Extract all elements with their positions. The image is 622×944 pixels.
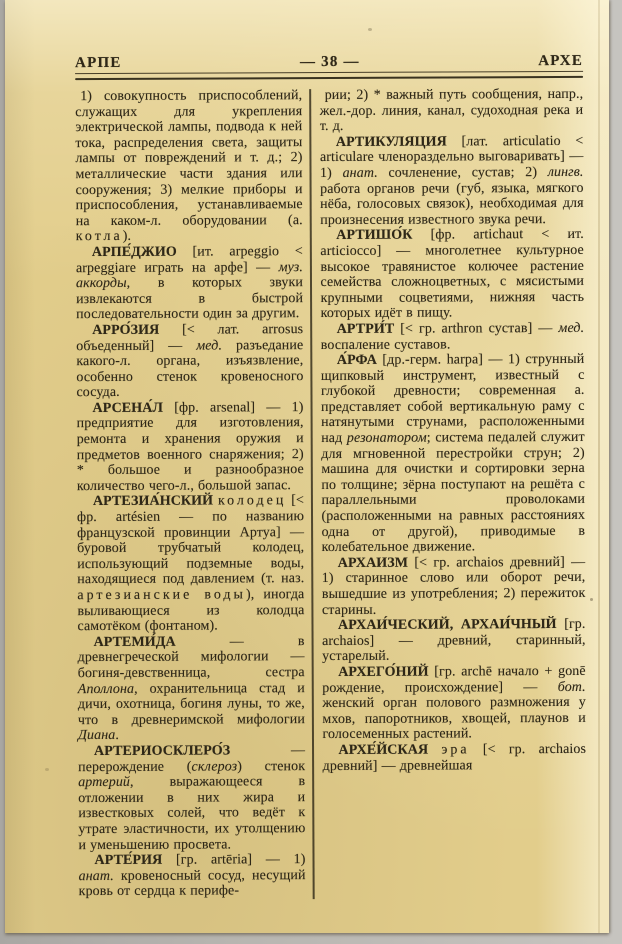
text-segment: женский орган полового размножения у мхов, папоротников, хвощей, плаунов и голосеменных растений. (322, 695, 586, 743)
text-segment: ). (122, 229, 132, 245)
text-segment: [др.-герм. harpa] — 1) струнный щипковый инструмент, известный с глубокой древности; современная а. представляет собой вертикальную раму с натянутыми струнами, расположенными над (320, 351, 585, 447)
text-segment: [< лат. arrosus объеденный] — (76, 322, 304, 354)
entry-arkheyskaya-era (323, 742, 587, 774)
text-segment: мед. (558, 320, 585, 336)
running-head-right: АРХЕ (538, 52, 584, 70)
entry-arroziya (76, 322, 303, 401)
noise-speck (45, 768, 49, 771)
headword: АРХЕГО́НИЙ (338, 664, 429, 680)
headword: АРХЕ́ЙСКАЯ (338, 742, 429, 758)
text-segment: [< гр. arthron сустав] — (394, 320, 559, 337)
entry-arteriya (78, 852, 305, 900)
text-segment: резонатором (346, 430, 427, 446)
text-segment: [гр. archē начало + gonē рождение, происхождение] — (322, 663, 586, 696)
entry-artikulyatsiya (320, 134, 584, 229)
entry-arkhegoniy (322, 664, 586, 743)
text-segment: [ит. arpeggio < arpeggiare играть на арфе] — (75, 244, 303, 276)
column-divider-rule (309, 89, 314, 899)
headword: А́РФА (336, 352, 377, 369)
page-content (75, 53, 587, 900)
entry-arfa (321, 352, 585, 556)
text-segment: [< фр. artésien — по названию французской провинции Артуа] — буровой трубчатый колодец, использующий подземные воды, находящиеся под давлением (т. наз. (76, 493, 305, 588)
headword: АРТЕМИ́ДА (93, 634, 176, 650)
text-segment: котла (75, 229, 123, 245)
entry-artezianskiy-kolodets (77, 494, 305, 635)
text-segment: ), иногда выливающиеся из колодца самотёком (фонтаном). (77, 587, 305, 635)
headword: АРПЕ́ДЖИО (91, 244, 177, 260)
text-segment: лингв. (547, 164, 584, 181)
entry-arkhaizm (322, 555, 586, 619)
text-segment: , в которых звуки извлекаются в быстрой последовательности один за другим. (76, 275, 304, 323)
text-segment: [фр. artichaut < ит. articiocco] — многолетнее культурное высокое травянистое колючее растение семейства сложноцветных, с мясистыми крупными соцветиями, нижняя часть которых идёт в пищу. (320, 227, 585, 322)
headword: АРТИКУЛЯЦИЯ (335, 134, 447, 150)
noise-speck (133, 817, 135, 819)
text-segment: кровеносный сосуд, несущий кровь от сердца к перифе- (78, 867, 306, 900)
text-segment: , охранительница стад и дичи, охотница, богиня луны, то же, что в древнеримской мифологии (77, 680, 305, 728)
text-segment: артезианские воды (77, 587, 246, 604)
headword: АРТЕ́РИЯ (94, 852, 163, 869)
text-segment: . (115, 728, 119, 744)
text-segment: , выражающееся в отложении в них жира и известковых солей, что ведёт к утрате эластичности, их утолщению и уменьшению просвета. (78, 774, 306, 853)
text-segment: воспаление суставов. (320, 336, 451, 353)
left-column (75, 88, 306, 900)
text-segment: — перерождение ( (78, 743, 306, 775)
entry-arpedzhio (76, 244, 303, 323)
paper-crease (598, 0, 600, 933)
header-rule-thick (75, 76, 583, 80)
text-segment: 1) совокупность приспособлений, служащих для укрепления электрической лампы, подвода к ней тока, распределения света, защиты лампы от повреждений и т. д.; 2) металлические части здания или сооружения; 3) мелкие приборы и приспособления, устанавливаемые на каком-л. оборудовании (а. (75, 88, 303, 229)
text-segment: Диана (77, 728, 116, 744)
text-segment: разъедание какого-л. органа, изъязвление, особенно стенок кровеносного сосуда. (76, 337, 304, 401)
text-segment: ; система педалей служит для мгновенной перестройки струн; 2) машина для очистки и сортировки зерна по толщине; зёрна поступают на решёта с параллельными проволоками (расположенными на равных расстояниях одна от другой), приводимые в колебательное движение. (321, 429, 586, 556)
entry-artemida (78, 634, 305, 744)
text-segment: [гр. artēria] — 1) (162, 852, 306, 868)
headword: АРХАИ́ЧЕСКИЙ, АРХАИ́ЧНЫЙ (337, 617, 557, 634)
text-segment: [< гр. archaios древний] — 1) старинное слово или оборот речи, вышедшие из употребления; 2) пережиток старины. (321, 554, 586, 618)
text-segment: анат. (342, 165, 378, 181)
paper-sheet (5, 0, 609, 933)
text-segment: сочленение, сустав; 2) (377, 165, 548, 181)
running-head-left: АРПЕ (75, 54, 122, 72)
text-segment: мед. (196, 337, 223, 354)
text-segment: работа органов речи (губ, языка, мягкого нёба, голосовых связок), необходимая для произнесения известного звука речи. (320, 180, 584, 228)
text-segment: бот. (557, 679, 586, 695)
text-segment: — в древнегреческой мифологии — богиня-девственница, сестра (77, 633, 305, 682)
headword: АРТИШО́К (336, 227, 413, 244)
header-rule-thin (75, 71, 583, 74)
text-segment: [< гр. archaios древний] — древнейшая (322, 741, 587, 774)
text-segment: [гр. archaios] — древний, старинный, устарелый. (322, 617, 586, 665)
text-segment: Аполлона (77, 681, 135, 697)
headword: АРТЕЗИА́НСКИЙ (92, 493, 214, 510)
text-segment: ) стенок (237, 758, 306, 774)
entry-artishok (320, 227, 584, 322)
continuation-from-previous-page (75, 88, 303, 245)
text-columns (75, 87, 587, 900)
entry-artrit (321, 321, 585, 353)
headword: АРТРИ́Т (336, 321, 395, 337)
entry-arterioskleroz (78, 743, 305, 853)
text-segment (428, 742, 441, 757)
headword: АРСЕНА́Л (92, 400, 163, 416)
right-column (320, 87, 587, 899)
headword: АРРО́ЗИЯ (92, 322, 160, 338)
noise-speck (368, 28, 372, 31)
text-segment: муз. аккорды (75, 259, 303, 292)
headword: АРХАИЗМ (337, 555, 409, 571)
page-number: — 38 — (299, 53, 360, 71)
entry-arkhaicheskiy (322, 617, 586, 665)
text-segment: колодец (217, 493, 287, 509)
text-segment: [фр. arsenal] — 1) предприятие для изготовления, ремонта и хранения оружия и предметов военного снаряжения; 2) * большое и разнообразное количество чего-л., большой запас. (76, 399, 304, 494)
text-segment: эра (441, 742, 470, 758)
headword: АРТЕРИОСКЛЕРО́З (94, 743, 231, 759)
text-segment: склероз (191, 758, 238, 775)
text-segment: [лат. articulatio < articulare членораздельно выговаривать] — 1) (319, 133, 584, 182)
running-head (75, 53, 583, 71)
text-segment: артерий (78, 775, 131, 791)
text-segment: анат. (78, 868, 114, 884)
continuation-arteriya (320, 87, 584, 135)
noise-speck (590, 598, 593, 601)
entry-arsenal (77, 400, 304, 495)
text-segment: рии; 2) * важный путь сообщения, напр., жел.-дор. линия, канал, судоходная река и т. д. (319, 86, 584, 135)
